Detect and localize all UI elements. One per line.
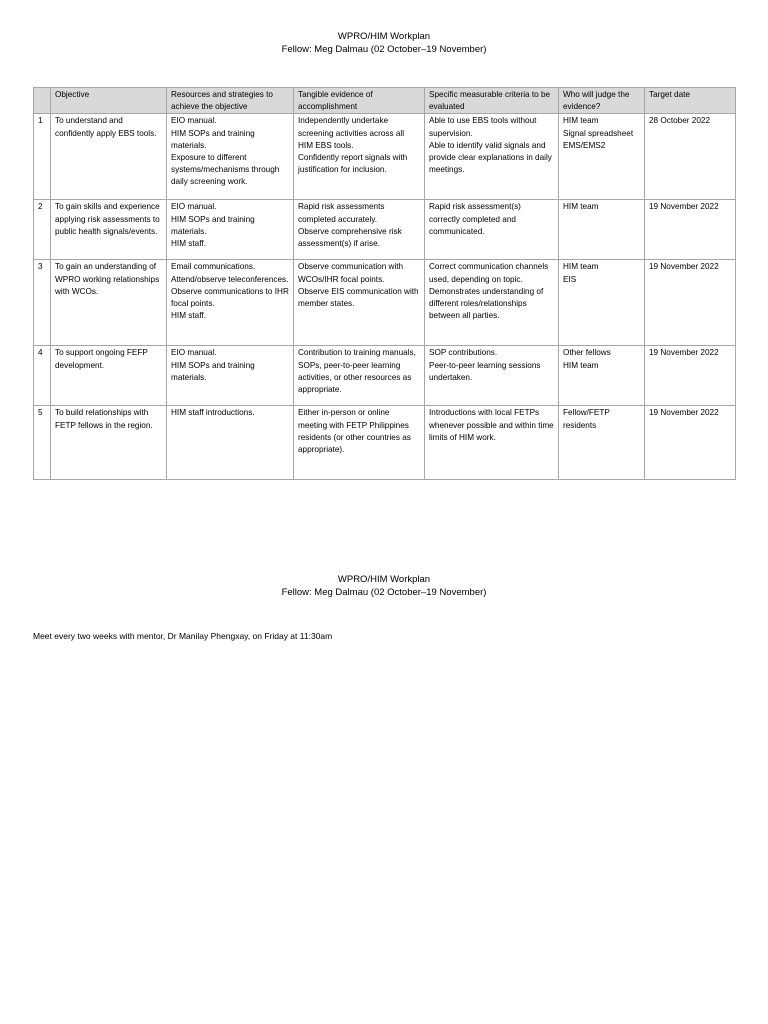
- cell-line: HIM team: [563, 202, 599, 212]
- row-number: 1: [34, 114, 51, 200]
- cell-line: Other fellows: [563, 348, 611, 358]
- cell-line: Independently undertake screening activities across all HIM EBS tools.: [298, 116, 405, 150]
- cell-line: HIM staff introductions.: [171, 408, 255, 418]
- target-date-cell: 19 November 2022: [645, 260, 736, 346]
- cell-line: EIO manual.: [171, 116, 217, 126]
- fellow-line: Fellow: Meg Dalmau (02 October–19 November): [281, 586, 487, 598]
- cell-line: Either in-person or online meeting with FETP Philippines residents (or other countries as appropriate).: [298, 408, 411, 455]
- objective-cell: To support ongoing FEFP development.: [51, 346, 167, 406]
- criteria-cell: [425, 346, 559, 406]
- evidence-cell: [294, 200, 425, 260]
- evidence-cell: [294, 346, 425, 406]
- cell-line: EIO manual.: [171, 348, 217, 358]
- cell-line: HIM team: [563, 262, 599, 272]
- resources-cell: [167, 114, 294, 200]
- resources-cell: [167, 200, 294, 260]
- column-header-criteria: Specific measurable criteria to be evaluated: [425, 88, 559, 114]
- table-row: [34, 346, 736, 406]
- objective-cell: To gain skills and experience applying risk assessments to public health signals/events.: [51, 200, 167, 260]
- table-row: [34, 200, 736, 260]
- table-row: [34, 114, 736, 200]
- target-date-cell: 28 October 2022: [645, 114, 736, 200]
- column-header-resources: Resources and strategies to achieve the objective: [167, 88, 294, 114]
- column-header-objective: Objective: [51, 88, 167, 114]
- cell-line: EMS/EMS2: [563, 140, 606, 150]
- judge-cell: [559, 114, 645, 200]
- column-header-number: [34, 88, 51, 114]
- row-number: 5: [34, 406, 51, 480]
- fellow-line: Fellow: Meg Dalmau (02 October–19 November): [281, 43, 487, 55]
- column-header-evidence: Tangible evidence of accomplishment: [294, 88, 425, 114]
- criteria-cell: [425, 200, 559, 260]
- cell-line: Observe communication with WCOs/IHR focal points.: [298, 262, 404, 284]
- cell-line: Observe comprehensive risk assessment(s) if arise.: [298, 226, 402, 249]
- document-title: WPRO/HIM Workplan: [337, 31, 431, 42]
- cell-line: HIM SOPs and training materials.: [171, 360, 255, 382]
- evidence-cell: [294, 406, 425, 480]
- criteria-cell: [425, 260, 559, 346]
- cell-line: Able to use EBS tools without supervision.: [429, 116, 537, 138]
- cell-line: SOP contributions.: [429, 348, 498, 358]
- cell-line: HIM team: [563, 360, 599, 370]
- cell-line: EIO manual.: [171, 202, 217, 212]
- mentor-meeting-note: Meet every two weeks with mentor, Dr Manilay Phengxay, on Friday at 11:30am: [33, 631, 333, 641]
- row-number: 4: [34, 346, 51, 406]
- cell-line: Introductions with local FETPs whenever possible and within time limits of HIM work.: [429, 408, 554, 442]
- resources-cell: [167, 346, 294, 406]
- table-header-row: [34, 88, 736, 114]
- row-number: 3: [34, 260, 51, 346]
- column-header-judge: Who will judge the evidence?: [559, 88, 645, 114]
- cell-line: Rapid risk assessment(s) correctly completed and communicated.: [429, 202, 521, 236]
- row-number: 2: [34, 200, 51, 260]
- column-header-target-date: Target date: [645, 88, 736, 114]
- judge-cell: [559, 260, 645, 346]
- cell-line: HIM SOPs and training materials.: [171, 128, 255, 150]
- target-date-cell: 19 November 2022: [645, 346, 736, 406]
- cell-line: Signal spreadsheet: [563, 128, 634, 138]
- cell-line: Confidently report signals with justification for inclusion.: [298, 153, 408, 175]
- cell-line: Rapid risk assessments completed accurately.: [298, 202, 385, 224]
- criteria-cell: [425, 114, 559, 200]
- cell-line: Contribution to training manuals, SOPs, peer-to-peer learning activities, or other resources as appropriate.: [298, 348, 416, 395]
- cell-line: Observe EIS communication with member states.: [298, 286, 419, 309]
- cell-line: Observe communications to IHR focal points.: [171, 286, 289, 309]
- document-title: WPRO/HIM Workplan: [337, 574, 431, 585]
- page-header: [0, 31, 768, 56]
- cell-line: Email communications.: [171, 262, 256, 272]
- evidence-cell: [294, 114, 425, 200]
- table-row: [34, 406, 736, 480]
- objective-cell: To gain an understanding of WPRO working relationships with WCOs.: [51, 260, 167, 346]
- target-date-cell: 19 November 2022: [645, 406, 736, 480]
- objective-cell: To build relationships with FETP fellows in the region.: [51, 406, 167, 480]
- cell-line: HIM team: [563, 116, 599, 126]
- workplan-table: [33, 87, 736, 480]
- table-row: [34, 260, 736, 346]
- target-date-cell: 19 November 2022: [645, 200, 736, 260]
- cell-line: Demonstrates understanding of different roles/relationships between all parties.: [429, 286, 544, 321]
- cell-line: Exposure to different systems/mechanisms through daily screening work.: [171, 153, 280, 187]
- objective-cell: To understand and confidently apply EBS tools.: [51, 114, 167, 200]
- evidence-cell: [294, 260, 425, 346]
- cell-line: Peer-to-peer learning sessions undertaken.: [429, 360, 541, 382]
- cell-line: EIS: [563, 274, 577, 284]
- cell-line: Fellow/FETP residents: [563, 408, 610, 430]
- resources-cell: [167, 406, 294, 480]
- second-page-header: [0, 574, 768, 599]
- criteria-cell: [425, 406, 559, 480]
- cell-line: Able to identify valid signals and provide clear explanations in daily meetings.: [429, 140, 552, 175]
- judge-cell: [559, 346, 645, 406]
- cell-line: Correct communication channels used, depending on topic.: [429, 262, 549, 284]
- cell-line: Attend/observe teleconferences.: [171, 274, 289, 284]
- judge-cell: [559, 200, 645, 260]
- cell-line: HIM SOPs and training materials.: [171, 214, 255, 236]
- cell-line: HIM staff.: [171, 311, 206, 321]
- judge-cell: [559, 406, 645, 480]
- cell-line: HIM staff.: [171, 239, 206, 249]
- resources-cell: [167, 260, 294, 346]
